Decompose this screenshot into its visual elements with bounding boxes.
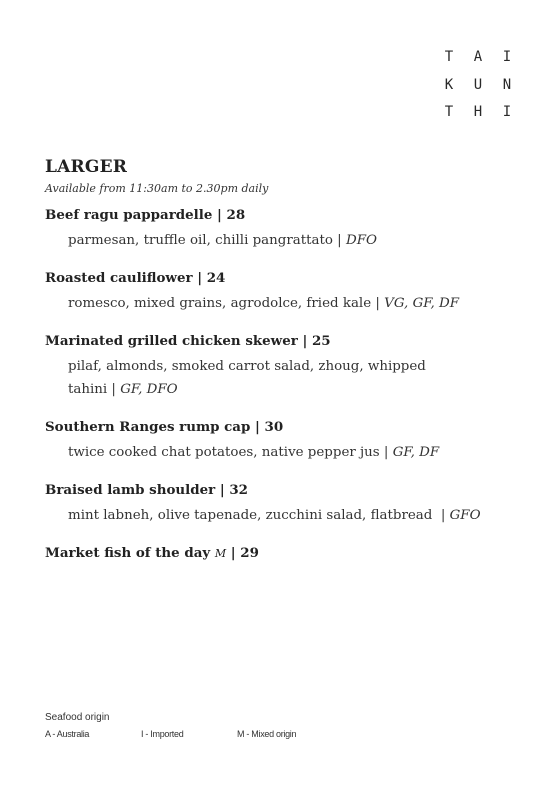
item-name: Roasted cauliflower [45, 270, 193, 286]
item-description [68, 292, 525, 315]
item-heading [45, 206, 525, 225]
item-heading [45, 544, 525, 563]
logo-letter: U [473, 76, 483, 93]
item-price: | 24 [197, 270, 226, 286]
origin-legend [45, 729, 296, 739]
logo-row [442, 48, 514, 76]
logo-letter: K [444, 76, 454, 93]
logo-row [442, 76, 514, 104]
logo-letter: I [502, 104, 512, 120]
item-heading [45, 481, 525, 500]
seafood-origin-code: M [214, 547, 227, 560]
menu-item [45, 544, 525, 563]
dietary-codes: GFO [449, 508, 481, 523]
menu-item [45, 269, 525, 315]
item-price: | 29 [230, 545, 259, 561]
dietary-codes: DFO [345, 233, 377, 248]
footer-title: Seafood origin [45, 712, 110, 723]
legend-item: I - Imported [141, 729, 184, 739]
menu-item [45, 481, 525, 527]
dietary-codes: VG, GF, DF [384, 296, 460, 311]
menu-item [45, 418, 525, 464]
item-name: Braised lamb shoulder [45, 482, 216, 498]
logo-letter: A [473, 49, 483, 65]
seafood-origin-footer [45, 712, 296, 739]
availability-note: Available from 11:30am to 2.30pm daily [45, 182, 269, 195]
item-ingredients: twice cooked chat potatoes, native pepper jus | [68, 445, 393, 460]
item-price: | 30 [255, 419, 284, 435]
item-price: | 28 [217, 207, 246, 223]
logo-letter: I [502, 49, 512, 65]
dietary-codes: GF, DF [392, 445, 440, 460]
logo-letter: T [444, 49, 454, 65]
legend-item: A - Australia [45, 729, 90, 739]
item-name: Marinated grilled chicken skewer [45, 333, 298, 349]
item-price: | 32 [219, 482, 248, 498]
item-description [68, 504, 525, 527]
logo-letter: N [502, 76, 512, 93]
section-title: LARGER [45, 157, 128, 177]
logo-letter: T [444, 104, 454, 120]
item-ingredients: parmesan, truffle oil, chilli pangrattato | [68, 233, 346, 248]
item-price: | 25 [302, 333, 331, 349]
logo-row [442, 103, 514, 131]
restaurant-logo [442, 48, 514, 131]
item-name: Beef ragu pappardelle [45, 207, 213, 223]
item-ingredients: romesco, mixed grains, agrodolce, fried kale | [68, 296, 385, 311]
item-ingredients: pilaf, almonds, smoked carrot salad, zhoug, whipped tahini | [68, 359, 426, 397]
menu-item [45, 206, 525, 252]
item-name: Southern Ranges rump cap [45, 419, 251, 435]
item-heading [45, 418, 525, 437]
item-description [68, 355, 468, 401]
menu-list [45, 206, 525, 580]
logo-letter: H [473, 104, 483, 120]
menu-item [45, 332, 525, 401]
item-heading [45, 332, 525, 351]
item-name: Market fish of the day [45, 545, 211, 561]
dietary-codes: GF, DFO [120, 382, 178, 397]
item-description [68, 229, 525, 252]
item-heading [45, 269, 525, 288]
item-description [68, 441, 525, 464]
legend-item: M - Mixed origin [237, 729, 297, 739]
item-ingredients: mint labneh, olive tapenade, zucchini salad, flatbread | [68, 508, 450, 523]
